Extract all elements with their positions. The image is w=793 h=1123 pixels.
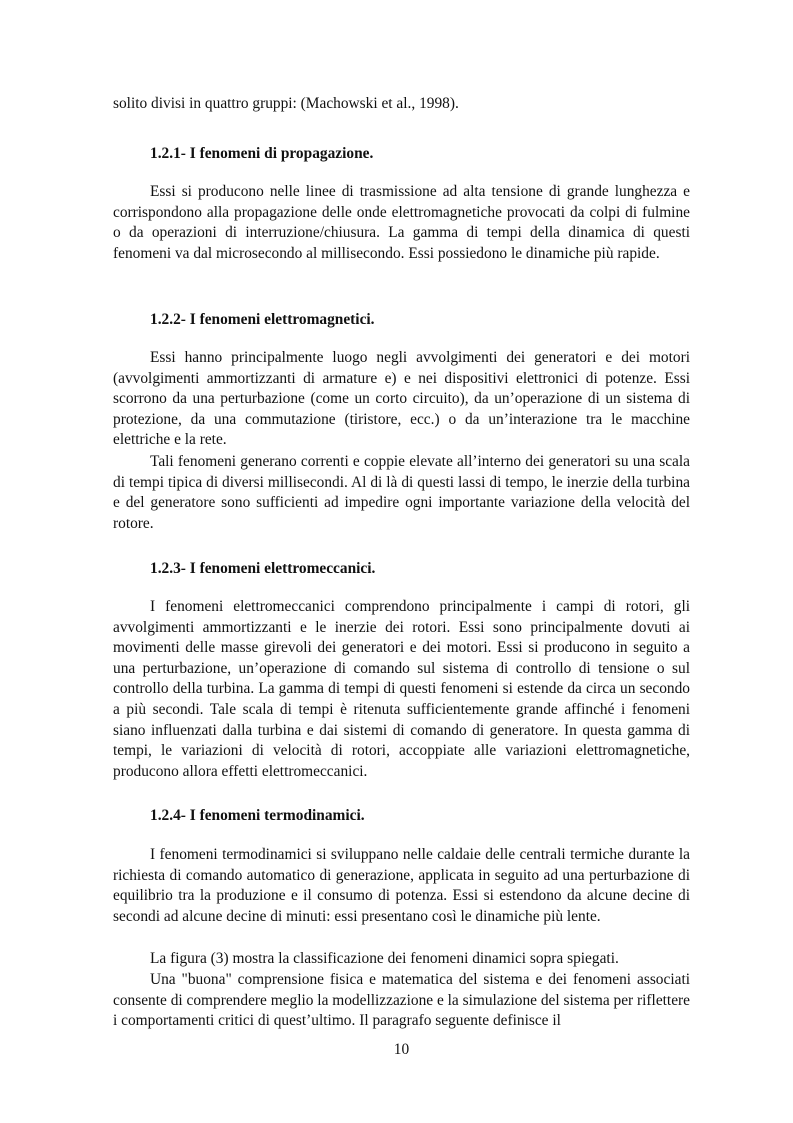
paragraph-elettromeccanici: I fenomeni elettromeccanici comprendono principalmente i campi di rotori, gli avvolgimenti ammortizzanti e le inerzie dei rotori. Essi sono principalmente dovuti ai movimenti delle masse girevoli dei generatori e dei motori. Essi si producono in seguito a una perturbazione, un’operazione di comando sul sistema di controllo di tensione o sul controllo della turbina. La gamma di tempi di questi fenomeni si estende da circa un secondo a più secondi. Tale scala di tempi è ritenuta sufficientemente grande affinché i fenomeni siano influenzati dalla turbina e dai sistemi di comando di generatore. In questa gamma di tempi, le variazioni di velocità di rotori, accoppiate alle variazioni elettromagnetiche, producono allora effetti elettromeccanici.: [113, 598, 690, 780]
section-heading-propagazione: 1.2.1- I fenomeni di propagazione.: [150, 145, 374, 162]
paragraph-elettromagnetici-2: Tali fenomeni generano correnti e coppie elevate all’interno dei generatori su una scala di tempi tipica di diversi millisecondi. Al di là di questi lassi di tempo, le inerzie della turbina e del generatore sono sufficienti ad impedire ogni importante variazione della velocità del rotore.: [113, 453, 690, 532]
page-number: 10: [393, 1041, 410, 1058]
intro-paragraph: solito divisi in quattro gruppi: (Machowski et al., 1998).: [113, 95, 459, 112]
section-heading-termodinamici: 1.2.4- I fenomeni termodinamici.: [150, 807, 365, 824]
section-heading-elettromagnetici: 1.2.2- I fenomeni elettromagnetici.: [150, 311, 375, 328]
section-heading-elettromeccanici: 1.2.3- I fenomeni elettromeccanici.: [150, 560, 376, 577]
document-page: [113, 0, 690, 1123]
paragraph-elettromagnetici-1: Essi hanno principalmente luogo negli avvolgimenti dei generatori e dei motori (avvolgimenti ammortizzanti di armature e) e nei dispositivi elettronici di potenze. Essi scorrono da una perturbazione (come un corto circuito), da un’operazione di un sistema di protezione, da una commutazione (tiristore, ecc.) o da un’interazione tra le macchine elettriche e la rete.: [113, 349, 690, 449]
paragraph-termodinamici: I fenomeni termodinamici si sviluppano nelle caldaie delle centrali termiche durante la richiesta di comando automatico di generazione, applicata in seguito ad una perturbazione di equilibrio tra la produzione e il consumo di potenza. Essi si estendono da alcune decine di secondi ad alcune decine di minuti: essi presentano così le dinamiche più lente.: [113, 846, 690, 925]
paragraph-comprensione: Una "buona" comprensione fisica e matematica del sistema e dei fenomeni associati consente di comprendere meglio la modellizzazione e la simulazione del sistema per riflettere i comportamenti critici di quest’ultimo. Il paragrafo seguente definisce il: [113, 971, 690, 1030]
paragraph-propagazione: Essi si producono nelle linee di trasmissione ad alta tensione di grande lunghezza e corrispondono alla propagazione delle onde elettromagnetiche provocati da colpi di fulmine o da operazioni di interruzione/chiusura. La gamma di tempi della dinamica di questi fenomeni va dal microsecondo al millisecondo. Essi possiedono le dinamiche più rapide.: [113, 183, 690, 262]
paragraph-figura: La figura (3) mostra la classificazione dei fenomeni dinamici sopra spiegati.: [150, 950, 619, 967]
